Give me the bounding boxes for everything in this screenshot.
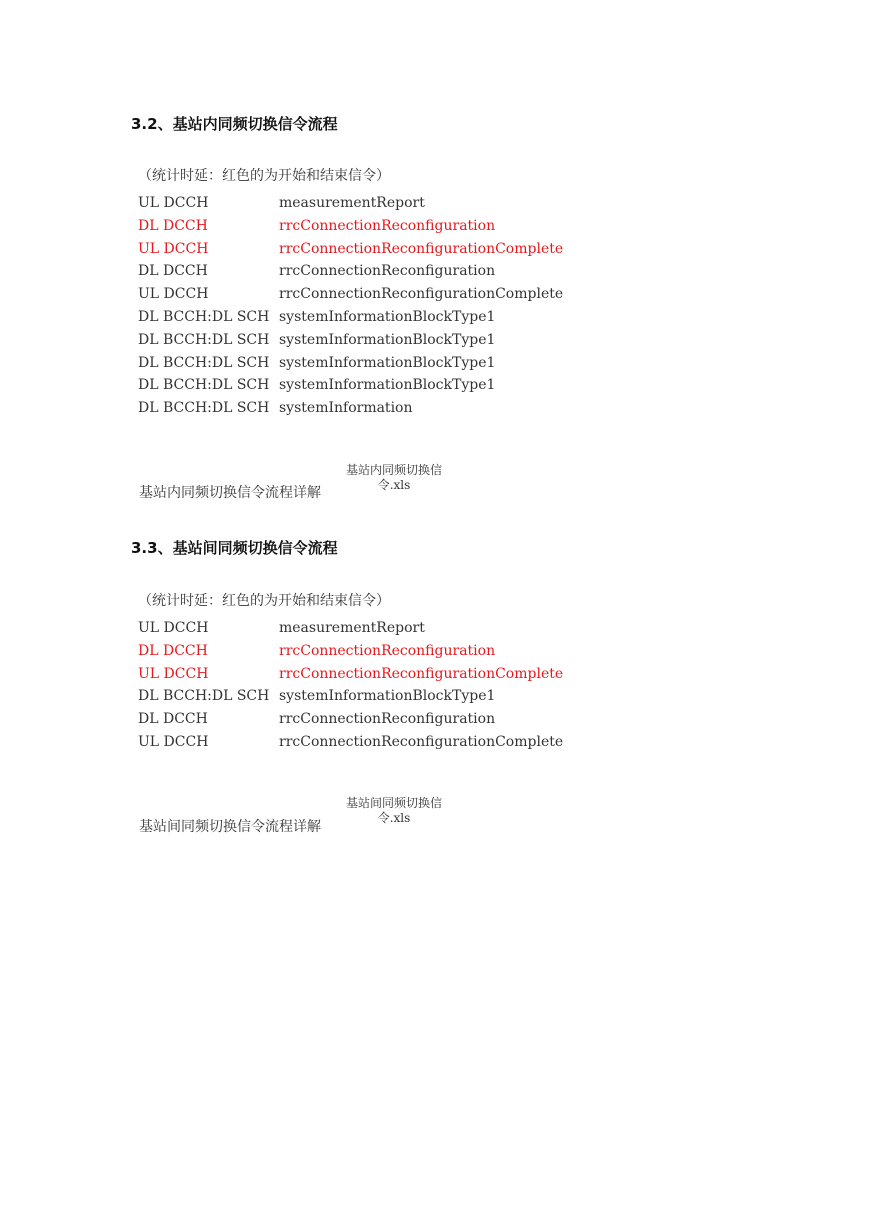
signaling-row	[138, 283, 563, 306]
message-cell: systemInformationBlockType1	[279, 377, 496, 394]
signaling-row	[138, 192, 563, 215]
channel-cell: DL DCCH	[138, 711, 208, 728]
latency-note: （统计时延：红色的为开始和结束信令）	[138, 168, 390, 184]
attachment-label: 基站内同频切换信令流程详解	[139, 485, 321, 501]
channel-cell: UL DCCH	[138, 620, 209, 636]
message-cell: measurementReport	[279, 195, 425, 211]
signaling-row	[138, 260, 563, 283]
signaling-row	[138, 306, 563, 329]
signaling-row	[138, 708, 563, 731]
signaling-row	[138, 329, 563, 352]
channel-cell: DL BCCH:DL SCH	[138, 400, 270, 417]
channel-cell: UL DCCH	[138, 733, 209, 750]
attachment-xls-file[interactable]	[336, 796, 452, 826]
message-cell: measurementReport	[279, 620, 425, 636]
signaling-row	[138, 215, 563, 238]
channel-cell: DL BCCH:DL SCH	[138, 331, 270, 348]
signaling-row	[138, 663, 563, 686]
signaling-row	[138, 397, 563, 420]
signaling-row	[138, 374, 563, 397]
message-cell: rrcConnectionReconfiguration	[279, 217, 496, 234]
message-cell: systemInformationBlockType1	[279, 354, 496, 371]
section-heading: 3.3、基站间同频切换信令流程	[131, 539, 338, 557]
signaling-row	[138, 640, 563, 663]
signaling-table	[138, 192, 563, 420]
message-cell: systemInformation	[279, 400, 413, 417]
channel-cell: DL BCCH:DL SCH	[138, 688, 270, 705]
message-cell: systemInformationBlockType1	[279, 331, 496, 348]
signaling-row	[138, 731, 563, 754]
attachment-file-name-line1: 基站内同频切换信	[345, 463, 442, 477]
attachment-file-name-line1: 基站间同频切换信	[345, 796, 442, 810]
signaling-table	[138, 617, 563, 754]
attachment-xls-file[interactable]	[336, 463, 452, 493]
channel-cell: UL DCCH	[138, 195, 209, 211]
channel-cell: DL DCCH	[138, 263, 208, 280]
message-cell: rrcConnectionReconfigurationComplete	[279, 286, 564, 303]
message-cell: systemInformationBlockType1	[279, 308, 496, 325]
channel-cell: UL DCCH	[138, 240, 209, 257]
channel-cell: DL BCCH:DL SCH	[138, 308, 270, 325]
channel-cell: DL BCCH:DL SCH	[138, 354, 270, 371]
signaling-row	[138, 685, 563, 708]
attachment-file-name-line2: 令.xls	[377, 811, 411, 825]
message-cell: rrcConnectionReconfigurationComplete	[279, 240, 564, 257]
channel-cell: UL DCCH	[138, 665, 209, 682]
signaling-row	[138, 238, 563, 261]
channel-cell: DL BCCH:DL SCH	[138, 377, 270, 394]
attachment-file-name-line2: 令.xls	[377, 478, 411, 492]
section-heading: 3.2、基站内同频切换信令流程	[131, 115, 338, 133]
message-cell: rrcConnectionReconfiguration	[279, 711, 496, 728]
latency-note: （统计时延：红色的为开始和结束信令）	[138, 593, 390, 609]
channel-cell: UL DCCH	[138, 286, 209, 303]
attachment-label: 基站间同频切换信令流程详解	[139, 819, 321, 835]
channel-cell: DL DCCH	[138, 642, 208, 659]
message-cell: rrcConnectionReconfiguration	[279, 263, 496, 280]
signaling-row	[138, 352, 563, 375]
signaling-row	[138, 617, 563, 640]
message-cell: rrcConnectionReconfiguration	[279, 642, 496, 659]
message-cell: rrcConnectionReconfigurationComplete	[279, 665, 564, 682]
message-cell: systemInformationBlockType1	[279, 688, 496, 705]
channel-cell: DL DCCH	[138, 217, 208, 234]
message-cell: rrcConnectionReconfigurationComplete	[279, 733, 564, 750]
